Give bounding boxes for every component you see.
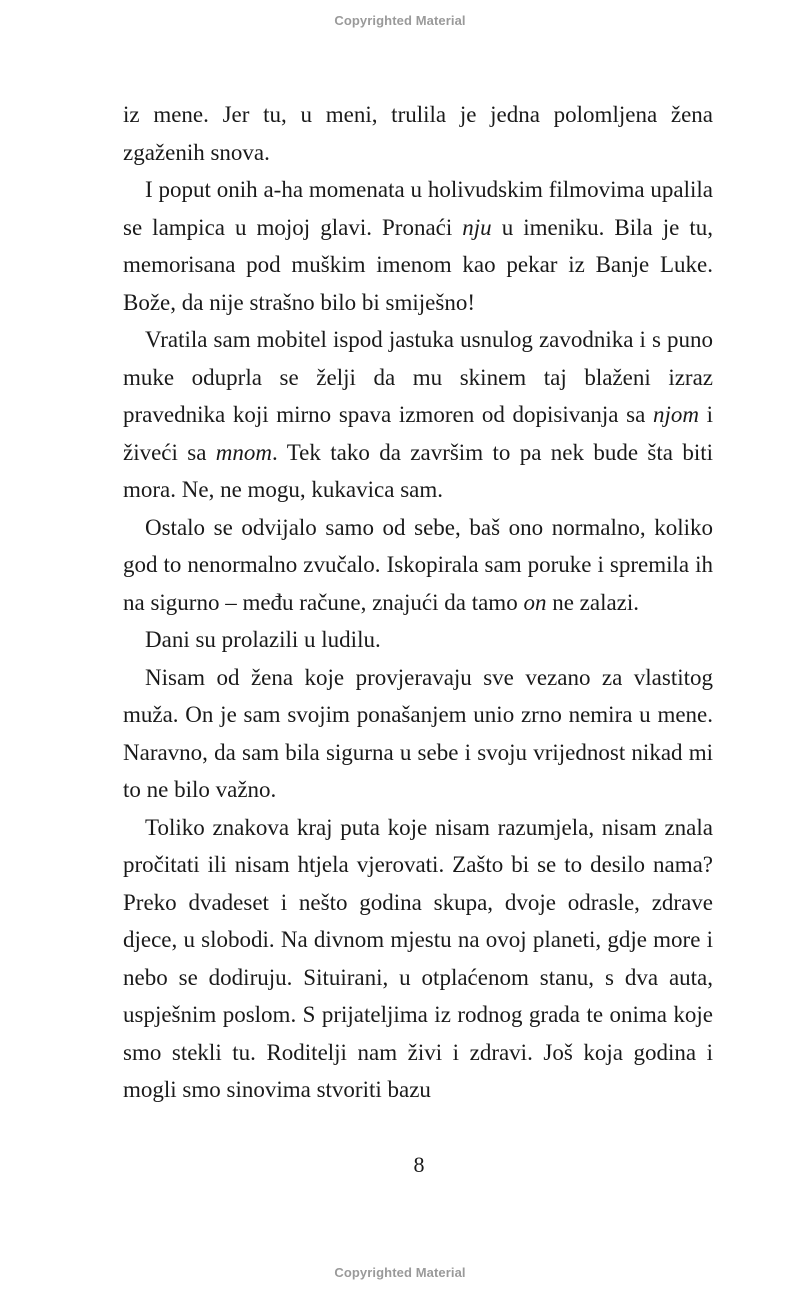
- paragraph-text: Toliko znakova kraj puta koje nisam razumjela, nisam znala pročitati ili nisam htjela vjerovati. Zašto bi se to desilo nama? Preko dvadeset i nešto godina skupa, dvoje odrasle, zdrave djece, u slobodi. Na divnom mjestu na ovoj planeti, gdje more i nebo se dodiruju. Situirani, u otplaćenom stanu, s dva auta, uspješnim poslom. S prijateljima iz rodnog grada te onima koje smo stekli tu. Roditelji nam živi i zdravi. Još koja godina i mogli smo sinovima stvoriti bazu: [123, 814, 713, 1102]
- paragraph: [123, 659, 713, 809]
- emphasis-text: njom: [652, 402, 699, 427]
- paragraph: [123, 96, 713, 171]
- paragraph-text: Nisam od žena koje provjeravaju sve vezano za vlastitog muža. On je sam svojim ponašanjem unio zrno nemira u mene. Naravno, da sam bila sigurna u sebe i svoju vrijednost nikad mi to ne bilo važno.: [123, 664, 713, 802]
- paragraph-text: i živeći sa: [123, 402, 714, 465]
- paragraph-text: ne zalazi.: [546, 589, 640, 615]
- copyright-watermark-top: Copyrighted Material: [334, 13, 466, 28]
- paragraph-text: Dani su prolazili u ludilu.: [145, 627, 381, 652]
- copyright-watermark-bottom: Copyrighted Material: [334, 1265, 466, 1280]
- paragraph: [123, 171, 713, 321]
- paragraph-text: . Tek tako da završim to pa nek bude šta biti mora. Ne, ne mogu, kukavica sam.: [123, 439, 713, 502]
- page-number: 8: [413, 1152, 425, 1177]
- emphasis-text: mnom: [215, 439, 273, 465]
- emphasis-text: on: [523, 589, 547, 615]
- paragraph-text: Ostalo se odvijalo samo od sebe, baš ono normalno, koliko god to nenormalno zvučalo. Iskopirala sam poruke i spremila ih na sigurno – među račune, znajući da tamo: [123, 514, 713, 615]
- paragraph: [123, 321, 713, 509]
- paragraph-text: Vratila sam mobitel ispod jastuka usnulog zavodnika i s puno muke oduprla se želji da mu skinem taj blaženi izraz pravednika koji mirno spava izmoren od dopisivanja sa: [123, 327, 713, 427]
- paragraph-text: iz mene. Jer tu, u meni, trulila je jedna polomljena žena zgaženih snova.: [123, 102, 713, 165]
- paragraph-text: I poput onih a-ha momenata u holivudskim filmovima upalila se lampica u mojoj glavi. Pronaći: [123, 177, 713, 240]
- body-text: [123, 96, 713, 1109]
- paragraph: [123, 509, 713, 622]
- paragraph: [123, 809, 713, 1109]
- paragraph: [123, 621, 713, 659]
- emphasis-text: nju: [462, 214, 492, 240]
- paragraph-text: u imeniku. Bila je tu, memorisana pod muškim imenom kao pekar iz Banje Luke. Bože, da nije strašno bilo bi smiješno!: [123, 214, 713, 315]
